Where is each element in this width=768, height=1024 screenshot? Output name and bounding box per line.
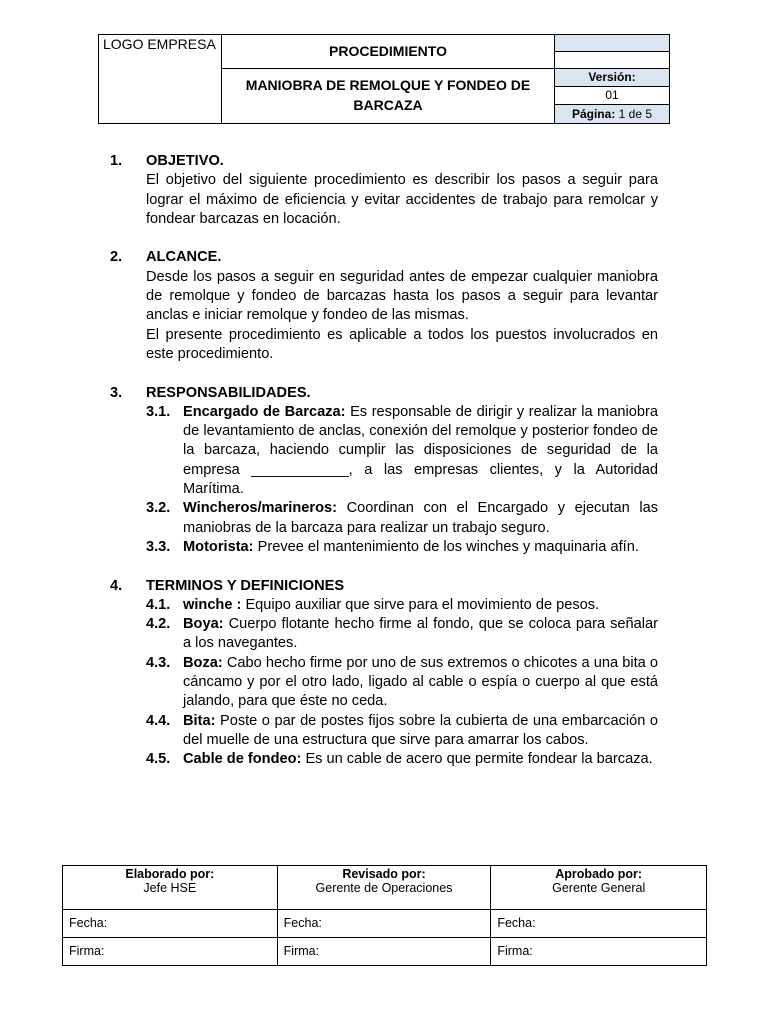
section-terminos	[110, 577, 658, 770]
item-term: Encargado de Barcaza:	[183, 403, 346, 420]
company-logo-placeholder: LOGO EMPRESA	[99, 35, 222, 123]
item-number: 3.3.	[146, 538, 171, 555]
section-responsabilidades	[110, 384, 658, 558]
section-title: ALCANCE.	[146, 249, 222, 266]
approval-cell-revisado	[277, 866, 491, 910]
firma-field: Firma:	[277, 938, 491, 966]
item-number: 4.2.	[146, 616, 171, 633]
item-number: 3.1.	[146, 403, 171, 420]
item-number: 4.5.	[146, 751, 171, 768]
section-number: 4.	[110, 577, 123, 594]
approval-label: Revisado por:	[342, 867, 426, 881]
approval-label: Aprobado por:	[555, 867, 643, 881]
version-label: Versión:	[555, 69, 669, 87]
item-term: winche :	[183, 596, 242, 613]
item-text: Poste o par de postes fijos sobre la cubierta de una embarcación o del muelle de una estructura que sirve para amarrar los cabos.	[183, 712, 658, 748]
approval-cell-elaborado	[63, 866, 278, 910]
section-number: 1.	[110, 153, 123, 169]
item-text: Prevee el mantenimiento de los winches y maquinaria afín.	[257, 538, 639, 555]
list-item	[146, 403, 658, 499]
list-item	[146, 596, 658, 615]
approval-value: Gerente General	[552, 881, 646, 895]
section-number: 3.	[110, 384, 123, 401]
item-term: Boza:	[183, 654, 223, 671]
item-text: Es un cable de acero que permite fondear la barcaza.	[305, 751, 653, 768]
page-indicator	[555, 105, 669, 123]
document-type: PROCEDIMIENTO	[222, 35, 555, 69]
item-text: Coordinan con el Encargado y ejecutan las maniobras de la barcaza para realizar un trabajo seguro.	[183, 500, 658, 536]
section-title: TERMINOS Y DEFINICIONES	[146, 577, 345, 594]
section-text: El presente procedimiento es aplicable a todos los puestos involucrados en este procedimiento.	[146, 326, 658, 362]
approval-cell-aprobado	[491, 866, 707, 910]
document-body	[110, 152, 658, 789]
section-title: RESPONSABILIDADES.	[146, 384, 311, 401]
section-number: 2.	[110, 249, 123, 266]
page-value: 1 de 5	[618, 107, 653, 121]
header-blank-cell	[555, 52, 669, 69]
approval-value: Gerente de Operaciones	[315, 881, 453, 895]
item-number: 4.4.	[146, 712, 171, 729]
section-alcance	[110, 248, 658, 364]
section-title: OBJETIVO.	[146, 153, 224, 169]
approval-value: Jefe HSE	[143, 881, 197, 895]
list-item	[146, 654, 658, 712]
item-text: Cuerpo flotante hecho firme al fondo, que se coloca para señalar a los navegantes.	[183, 616, 658, 652]
item-number: 3.2.	[146, 500, 171, 517]
fecha-field: Fecha:	[491, 910, 707, 938]
item-text: Equipo auxiliar que sirve para el movimiento de pesos.	[245, 596, 600, 613]
section-objetivo	[110, 152, 658, 229]
version-value: 01	[555, 87, 669, 105]
approval-label: Elaborado por:	[125, 867, 215, 881]
document-header	[98, 34, 670, 124]
item-text: Cabo hecho firme por uno de sus extremos o chicotes a una bita o cáncamo y por el otro lado, ligado al cable o espía o cuerpo al que está jalando, para que éste no ceda.	[183, 654, 659, 710]
header-blank-cell	[555, 35, 669, 52]
item-term: Motorista:	[183, 538, 254, 555]
item-term: Bita:	[183, 712, 216, 729]
list-item	[146, 499, 658, 538]
section-text: Desde los pasos a seguir en seguridad antes de empezar cualquier maniobra de remolque y fondeo de barcazas hasta los pasos a seguir para levantar anclas e iniciar remolque y fondeo de las mismas.	[146, 268, 658, 324]
item-term: Boya:	[183, 616, 224, 633]
item-term: Wincheros/marineros:	[183, 500, 337, 517]
fecha-field: Fecha:	[277, 910, 491, 938]
firma-field: Firma:	[491, 938, 707, 966]
firma-field: Firma:	[63, 938, 278, 966]
list-item	[146, 615, 658, 654]
item-text: Es responsable de dirigir y realizar la maniobra de levantamiento de anclas, conexión del remolque y posterior fondeo de la barcaza, haciendo cumplir las disposiciones de seguridad de la empresa ____________, a las empresas clientes, y la Autoridad Marítima.	[183, 403, 659, 498]
item-number: 4.1.	[146, 596, 171, 613]
document-title: MANIOBRA DE REMOLQUE Y FONDEO DE BARCAZA	[222, 69, 555, 123]
list-item	[146, 712, 658, 751]
page-label: Página:	[571, 107, 616, 121]
list-item	[146, 750, 658, 769]
fecha-field: Fecha:	[63, 910, 278, 938]
item-term: Cable de fondeo:	[183, 751, 302, 768]
section-text: El objetivo del siguiente procedimiento es describir los pasos a seguir para lograr el máximo de eficiencia y evitar accidentes de trabajo para remolcar y fondear barcazas en locación.	[146, 172, 658, 227]
item-number: 4.3.	[146, 654, 171, 671]
list-item	[146, 538, 658, 557]
approval-table	[62, 865, 707, 966]
